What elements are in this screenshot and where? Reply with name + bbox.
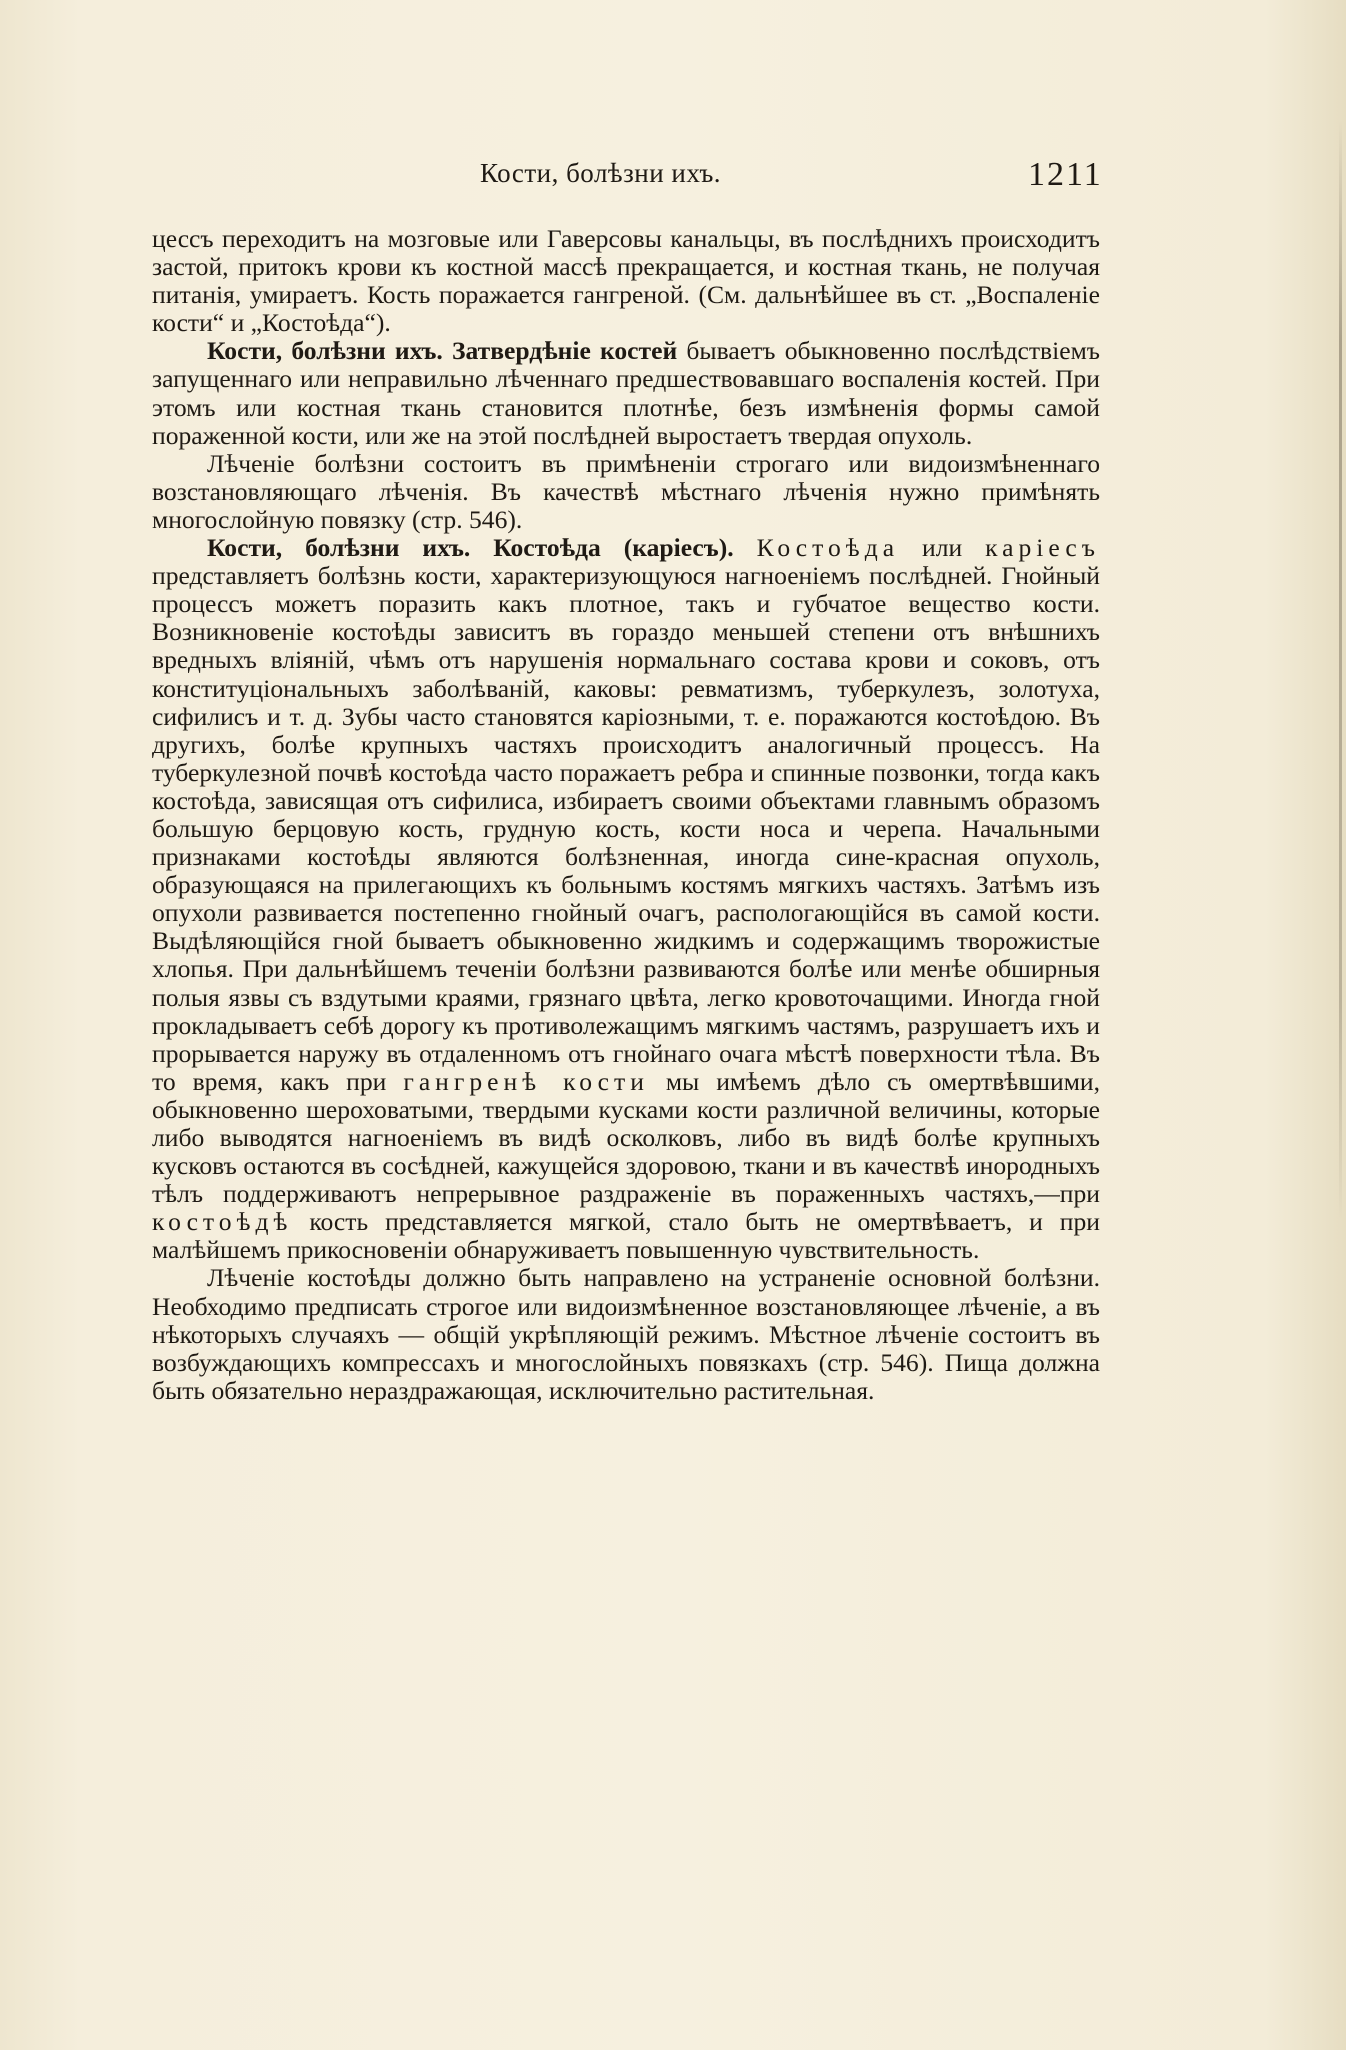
paragraph-text: Лѣченіе костоѣды должно быть направлено на устраненіе основной болѣзни. Необходимо предписать строгое или видоизмѣненное возстановляющее лѣченіе, а въ нѣкоторыхъ случаяхъ — общій укрѣпляющій режимъ. Мѣстное лѣченіе состоитъ въ возбуждающихъ компрессахъ и многослойныхъ повязкахъ (стр. 546). Пища должна быть обязательно нераздражающая, исключительно растительная. bbox=[152, 1263, 1100, 1405]
paragraph-text: цессъ переходитъ на мозговые или Гаверсовы канальцы, въ послѣднихъ происходитъ застой, притокъ крови къ костной массѣ прекращается, и костная ткань, не получая питанія, умираетъ. Кость поражается гангреной. (См. дальнѣйшее въ ст. „Воспаленіе кости“ и „Костоѣда“). bbox=[152, 224, 1100, 338]
paragraph-text: Лѣченіе болѣзни состоитъ въ примѣненіи строгаго или видоизмѣненнаго возстановляющаго лѣченія. Въ качествѣ мѣстнаго лѣченія нужно примѣнять многослойную повязку (стр. 546). bbox=[152, 448, 1100, 534]
paragraph-text: мы имѣемъ дѣло съ омертвѣвшими, обыкновенно шероховатыми, твердыми кусками кости различной величины, которые либо выводятся нагноеніемъ въ видѣ осколковъ, либо въ видѣ болѣе крупныхъ кусковъ остаются въ сосѣдней, кажущейся здоровою, ткани и въ качествѣ инородныхъ тѣлъ поддерживаютъ непрерывное раздраженіе въ пораженныхъ частяхъ,—при bbox=[152, 1066, 1100, 1209]
paragraph-continuation bbox=[152, 225, 1100, 337]
paragraph-text: кость представляется мягкой, стало быть не омертвѣваетъ, и при малѣйшемъ прикосновеніи обнаруживаетъ повышенную чувствительность. bbox=[152, 1207, 1100, 1265]
running-head: Кости, болѣзни ихъ. bbox=[480, 158, 722, 188]
entry-heading: Кости, болѣзни ихъ. Затвердѣніе костей bbox=[207, 336, 678, 366]
spaced-term: костоѣдѣ bbox=[152, 1207, 293, 1237]
entry-heading: Кости, болѣзни ихъ. Костоѣда (каріесъ). bbox=[207, 533, 734, 563]
body-text bbox=[152, 225, 1100, 1405]
paragraph-treatment bbox=[152, 450, 1100, 534]
page-number: 1211 bbox=[1028, 156, 1103, 193]
paragraph-entry-caries bbox=[152, 534, 1100, 1264]
paragraph-entry-hardening bbox=[152, 337, 1100, 449]
paragraph-text: бываетъ обыкновенно послѣдствіемъ запущеннаго или неправильно лѣченнаго предшествовавшаго воспаленія костей. При этомъ или костная ткань становится плотнѣе, безъ измѣненія формы самой пораженной кости, или же на этой послѣдней выростаетъ твердая опухоль. bbox=[152, 336, 1101, 450]
spaced-term: гангренѣ кости bbox=[403, 1066, 649, 1096]
spaced-term: Костоѣда bbox=[756, 533, 900, 563]
spaced-term: каріесъ bbox=[985, 533, 1100, 563]
paragraph-text: или bbox=[899, 533, 986, 563]
page-edge-shadow bbox=[1339, 120, 1342, 1220]
paragraph-caries-treatment bbox=[152, 1264, 1100, 1404]
paragraph-text: представляетъ болѣзнь кости, характеризующуюся нагноеніемъ послѣдней. Гнойный процессъ можетъ поразить какъ плотное, такъ и губчатое вещество кости. Возникновеніе костоѣды зависитъ въ гораздо меньшей степени отъ внѣшнихъ вредныхъ вліяній, чѣмъ отъ нарушенія нормальнаго состава крови и соковъ, отъ конституціональныхъ заболѣваній, каковы: ревматизмъ, туберкулезъ, золотуха, сифилисъ и т. д. Зубы часто становятся каріозными, т. е. поражаются костоѣдою. Въ другихъ, болѣе крупныхъ частяхъ происходитъ аналогичный процессъ. На туберкулезной почвѣ костоѣда часто поражаетъ ребра и спинные позвонки, тогда какъ костоѣда, зависящая отъ сифилиса, избираетъ своими объектами главнымъ образомъ большую берцовую кость, грудную кость, кости носа и черепа. Начальными признаками костоѣды являются болѣзненная, иногда сине-красная опухоль, образующаяся на прилегающихъ къ больнымъ костямъ мягкихъ частяхъ. Затѣмъ изъ опухоли развивается постепенно гнойный очагъ, распологающійся въ самой кости. Выдѣляющійся гной бываетъ обыкновенно жидкимъ и содержащимъ творожистые хлопья. При дальнѣйшемъ теченіи болѣзни развиваются болѣе или менѣе обширныя полыя язвы съ вздутыми краями, грязнаго цвѣта, легко кровоточащими. Иногда гной прокладываетъ себѣ дорогу къ противолежащимъ мягкимъ частямъ, разрушаетъ ихъ и прорывается наружу въ отдаленномъ отъ гнойнаго очага мѣстѣ поверхности тѣла. Въ то время, какъ при bbox=[152, 561, 1100, 1096]
